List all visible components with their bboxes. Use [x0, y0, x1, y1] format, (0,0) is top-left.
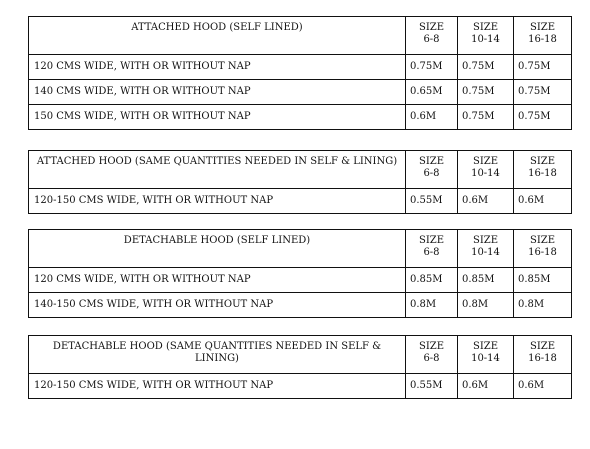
table-title: ATTACHED HOOD (SELF LINED)	[29, 17, 406, 55]
quantity-cell: 0.75M	[406, 55, 458, 80]
fabric-width-label: 140-150 CMS WIDE, WITH OR WITHOUT NAP	[29, 293, 406, 318]
fabric-width-label: 120 CMS WIDE, WITH OR WITHOUT NAP	[29, 268, 406, 293]
quantity-cell: 0.75M	[458, 80, 514, 105]
quantity-cell: 0.55M	[406, 189, 458, 214]
quantity-cell: 0.75M	[458, 55, 514, 80]
table-row	[29, 268, 572, 293]
size-range: 16-18	[528, 353, 557, 364]
quantity-cell: 0.8M	[514, 293, 572, 318]
table-row	[29, 189, 572, 214]
size-column-header	[406, 230, 458, 268]
size-label: SIZE	[472, 341, 499, 352]
size-column-header	[514, 230, 572, 268]
quantity-cell: 0.8M	[406, 293, 458, 318]
quantity-cell: 0.75M	[514, 55, 572, 80]
fabric-width-label: 120 CMS WIDE, WITH OR WITHOUT NAP	[29, 55, 406, 80]
quantity-cell: 0.75M	[514, 105, 572, 130]
hood-quantity-table	[28, 16, 572, 130]
table-header-row	[29, 17, 572, 55]
size-range: 16-18	[528, 34, 557, 45]
size-column-header	[458, 17, 514, 55]
size-column-header	[406, 151, 458, 189]
size-column-header	[514, 151, 572, 189]
size-range: 6-8	[423, 34, 440, 45]
quantity-cell: 0.6M	[458, 189, 514, 214]
size-range: 10-14	[471, 247, 500, 258]
size-column-header	[458, 151, 514, 189]
size-column-header	[514, 336, 572, 374]
size-range: 10-14	[471, 34, 500, 45]
table-row	[29, 55, 572, 80]
hood-quantity-table	[28, 335, 572, 399]
fabric-width-label: 150 CMS WIDE, WITH OR WITHOUT NAP	[29, 105, 406, 130]
quantity-cell: 0.6M	[458, 374, 514, 399]
quantity-cell: 0.6M	[406, 105, 458, 130]
size-range: 16-18	[528, 168, 557, 179]
size-column-header	[458, 336, 514, 374]
quantity-cell: 0.6M	[514, 374, 572, 399]
size-label: SIZE	[472, 22, 499, 33]
size-label: SIZE	[529, 341, 556, 352]
table-row	[29, 80, 572, 105]
size-range: 10-14	[471, 168, 500, 179]
quantity-cell: 0.85M	[406, 268, 458, 293]
table-header-row	[29, 336, 572, 374]
table-row	[29, 374, 572, 399]
table-title: ATTACHED HOOD (SAME QUANTITIES NEEDED IN SELF & LINING)	[29, 151, 406, 189]
hood-quantity-table	[28, 150, 572, 214]
quantity-cell: 0.75M	[514, 80, 572, 105]
table-title: DETACHABLE HOOD (SAME QUANTITIES NEEDED IN SELF & LINING)	[29, 336, 406, 374]
size-label: SIZE	[418, 156, 445, 167]
size-range: 10-14	[471, 353, 500, 364]
size-label: SIZE	[529, 156, 556, 167]
table-row	[29, 293, 572, 318]
fabric-width-label: 120-150 CMS WIDE, WITH OR WITHOUT NAP	[29, 189, 406, 214]
table-row	[29, 105, 572, 130]
table-title: DETACHABLE HOOD (SELF LINED)	[29, 230, 406, 268]
quantity-cell: 0.55M	[406, 374, 458, 399]
size-column-header	[406, 17, 458, 55]
quantity-cell: 0.8M	[458, 293, 514, 318]
size-column-header	[514, 17, 572, 55]
hood-quantity-table	[28, 229, 572, 318]
size-label: SIZE	[418, 235, 445, 246]
size-range: 6-8	[423, 353, 440, 364]
size-range: 6-8	[423, 247, 440, 258]
size-range: 6-8	[423, 168, 440, 179]
table-header-row	[29, 151, 572, 189]
size-label: SIZE	[472, 156, 499, 167]
size-column-header	[458, 230, 514, 268]
quantity-cell: 0.85M	[458, 268, 514, 293]
fabric-width-label: 120-150 CMS WIDE, WITH OR WITHOUT NAP	[29, 374, 406, 399]
size-label: SIZE	[418, 22, 445, 33]
size-label: SIZE	[472, 235, 499, 246]
size-label: SIZE	[418, 341, 445, 352]
table-header-row	[29, 230, 572, 268]
size-label: SIZE	[529, 22, 556, 33]
size-column-header	[406, 336, 458, 374]
quantity-cell: 0.85M	[514, 268, 572, 293]
quantity-cell: 0.6M	[514, 189, 572, 214]
size-range: 16-18	[528, 247, 557, 258]
size-label: SIZE	[529, 235, 556, 246]
fabric-width-label: 140 CMS WIDE, WITH OR WITHOUT NAP	[29, 80, 406, 105]
quantity-cell: 0.75M	[458, 105, 514, 130]
quantity-cell: 0.65M	[406, 80, 458, 105]
